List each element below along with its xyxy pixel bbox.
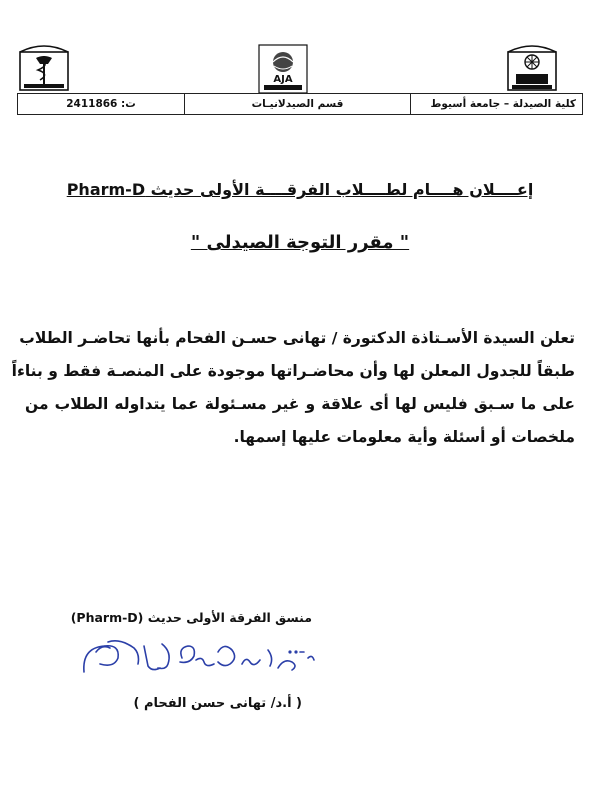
- phone-cell: [18, 94, 184, 114]
- phone-number: ت: 2411866: [66, 98, 136, 110]
- department-cell: [184, 94, 410, 114]
- aja-accreditation-logo-icon: [258, 44, 308, 94]
- signatory-name: ( أ.د/ تهانى حسن الفحام ): [133, 696, 302, 711]
- body-line: ملخصات أو أسئلة وأية معلومات عليها إسمها.: [233, 428, 575, 446]
- faculty-cell: [410, 94, 582, 114]
- aja-logo-text: AJA: [273, 74, 293, 85]
- course-subtitle: " مقرر التوجة الصيدلى ": [190, 232, 410, 253]
- handwritten-signature-icon: [78, 628, 318, 686]
- announcement-title: إعــــلان هــــام لطــــلاب الفرقــــة الأولى حديث Pharm-D: [66, 180, 534, 199]
- faculty-name: كلية الصيدلة – جامعة أسيوط: [430, 98, 576, 110]
- announcement-body: [11, 322, 575, 454]
- header-info-table: [17, 93, 583, 115]
- pharmacy-faculty-logo-icon: [18, 44, 70, 92]
- body-line: على ما سـبق فليس لها أى علاقة و غير مسـئولة عما يتداوله الطلاب من: [25, 395, 575, 413]
- body-line: تعلن السيدة الأسـتاذة الدكتورة / تهانى حسـن الفحام بأنها تحاضـر الطلاب: [19, 329, 575, 347]
- department-name: قسم الصيدلانيـات: [251, 98, 344, 110]
- assiut-university-logo-icon: [506, 44, 558, 92]
- body-line: طبقاً للجدول المعلن لها وأن محاضـراتها موجودة على المنصـة فقط و بناءاً: [11, 362, 575, 380]
- coordinator-role: منسق الفرقة الأولى حديث (Pharm-D): [70, 610, 312, 625]
